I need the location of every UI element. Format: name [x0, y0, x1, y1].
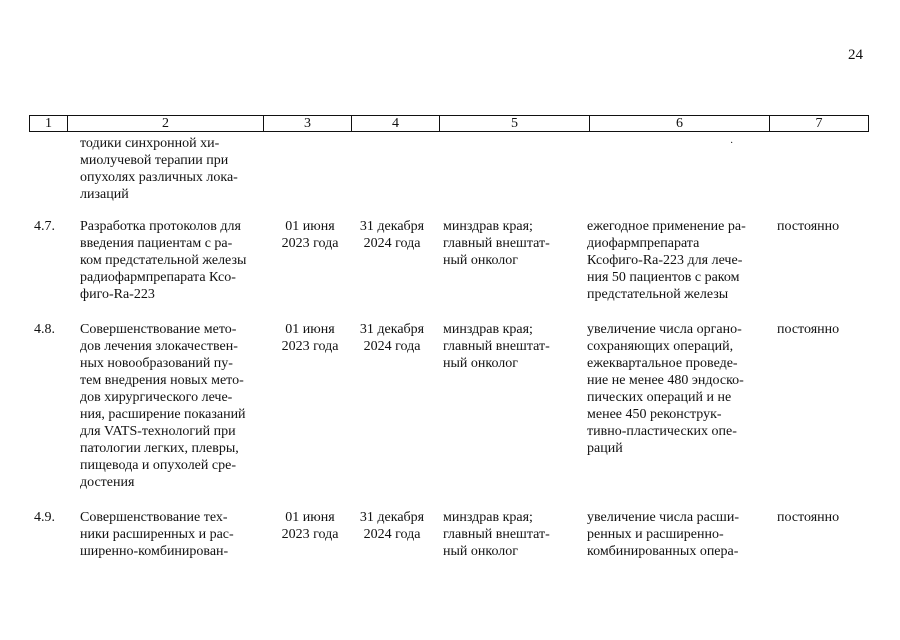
row-result: увеличение числа расши- ренных и расширенно- комбинированных опера-: [587, 510, 739, 559]
page-number: 24: [848, 47, 863, 63]
row-end-date: 31 декабря 2024 года: [359, 510, 425, 542]
continuation-description: тодики синхронной хи- миолучевой терапии при опухолях различных лока- лизаций: [80, 136, 238, 202]
row-end-date: 31 декабря 2024 года: [359, 219, 425, 251]
row-start-date: 01 июня 2023 года: [281, 322, 339, 354]
row-end-date: 31 декабря 2024 года: [359, 322, 425, 354]
row-period: постоянно: [777, 219, 840, 234]
row-number: 4.7.: [34, 219, 55, 234]
row-responsible: минздрав края; главный внештат- ный онколог: [443, 219, 550, 268]
row-responsible: минздрав края; главный внештат- ный онколог: [443, 510, 550, 559]
scan-speck: ·: [730, 138, 734, 149]
column-header-5: 5: [440, 116, 590, 131]
table-header-row: [29, 115, 869, 132]
row-description: Совершенствование тех- ники расширенных и рас- ширенно-комбинирован-: [80, 510, 234, 559]
row-start-date: 01 июня 2023 года: [281, 510, 339, 542]
column-header-6: 6: [590, 116, 770, 131]
row-responsible: минздрав края; главный внештат- ный онколог: [443, 322, 550, 371]
row-number: 4.8.: [34, 322, 55, 337]
column-header-1: 1: [30, 116, 68, 131]
row-result: ежегодное применение ра- диофармпрепарата Ксофиго-Ra-223 для лече- ния 50 пациентов с раком предстательной железы: [587, 219, 746, 302]
row-number: 4.9.: [34, 510, 55, 525]
row-description: Разработка протоколов для введения пациентам с ра- ком предстательной железы радиофармпрепарата Ксо- фиго-Ra-223: [80, 219, 247, 302]
column-header-7: 7: [815, 116, 823, 131]
row-period: постоянно: [777, 322, 840, 337]
row-result: увеличение числа органо- сохраняющих операций, ежеквартальное проведе- ние не менее 480 эндоско- пических операций и не менее 450 реконструк- тивно-пластических опе- раций: [587, 322, 744, 456]
column-header-4: 4: [352, 116, 440, 131]
row-start-date: 01 июня 2023 года: [281, 219, 339, 251]
column-header-3: 3: [264, 116, 352, 131]
row-period: постоянно: [777, 510, 840, 525]
row-description: Совершенствование мето- дов лечения злокачествен- ных новообразований пу- тем внедрения новых мето- дов хирургического лече- ния, расширение показаний для VATS-технологий при патологии легких, плевры, пищевода и опухолей сре- достения: [80, 322, 246, 490]
column-header-2: 2: [68, 116, 264, 131]
